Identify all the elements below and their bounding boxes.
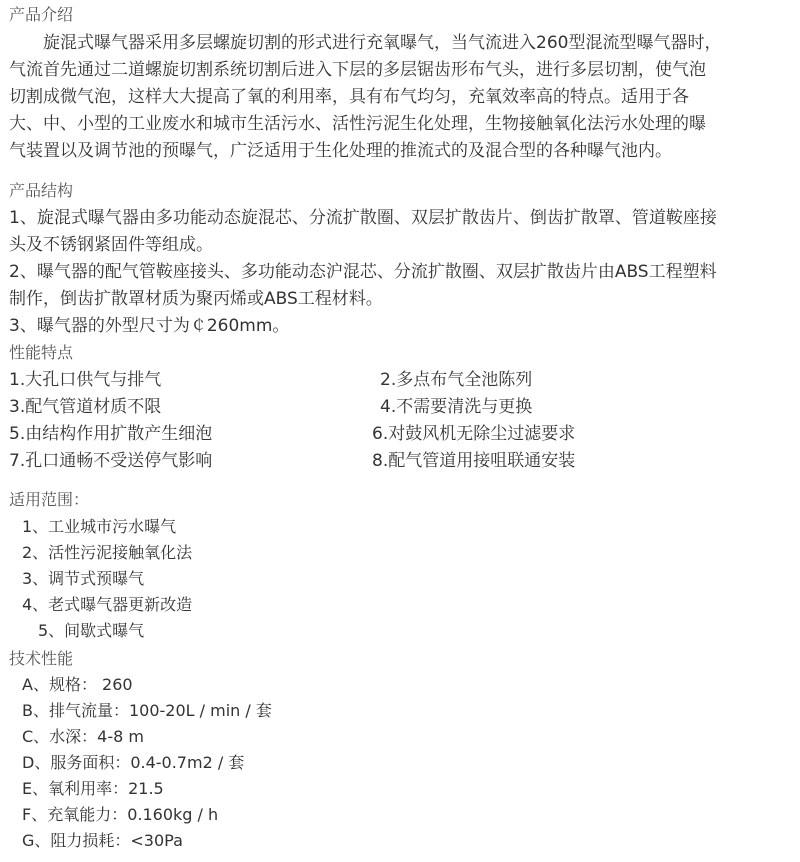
scope-heading: 适用范围： xyxy=(9,490,90,509)
structure-line: 3、曝气器的外型尺寸为￠260mm。 xyxy=(9,316,290,336)
spec-item: E、氧利用率：21.5 xyxy=(22,779,164,798)
structure-heading: 产品结构 xyxy=(9,181,74,200)
feature-item: 6.对鼓风机无除尘过滤要求 xyxy=(372,424,576,444)
scope-item: 5、间歇式曝气 xyxy=(38,621,145,640)
feature-item: 5.由结构作用扩散产生细泡 xyxy=(9,424,213,444)
feature-item: 2.多点布气全池陈列 xyxy=(380,370,533,390)
feature-item: 4.不需要清洗与更换 xyxy=(380,397,533,417)
scope-item: 3、调节式预曝气 xyxy=(22,569,145,588)
intro-line: 旋混式曝气器采用多层螺旋切割的形式进行充氧曝气，当气流进入260型混流型曝气器时， xyxy=(9,33,722,53)
spec-item: D、服务面积：0.4-0.7m2 / 套 xyxy=(22,753,245,772)
intro-line: 气装置以及调节池的预曝气，广泛适用于生化处理的推流式的及混合型的各种曝气池内。 xyxy=(9,141,672,161)
structure-line: 1、旋混式曝气器由多功能动态旋混芯、分流扩散圈、双层扩散齿片、倒齿扩散罩、管道鞍座接 xyxy=(9,208,717,228)
spec-item: G、阻力损耗：<30Pa xyxy=(22,831,183,850)
feature-item: 8.配气管道用接咀联通安装 xyxy=(372,451,576,471)
intro-line: 切割成微气泡，这样大大提高了氧的利用率，具有布气均匀，充氧效率高的特点。适用于各 xyxy=(9,87,689,107)
spec-item: F、充氧能力：0.160kg / h xyxy=(22,805,219,824)
intro-line: 大、中、小型的工业废水和城市生活污水、活性污泥生化处理，生物接触氧化法污水处理的曝 xyxy=(9,114,706,134)
spec-item: A、规格： 260 xyxy=(22,675,133,694)
feature-item: 3.配气管道材质不限 xyxy=(9,397,162,417)
feature-item: 1.大孔口供气与排气 xyxy=(9,370,162,390)
spec-item: C、水深：4-8 m xyxy=(22,727,144,746)
structure-line: 头及不锈钢紧固件等组成。 xyxy=(9,235,213,255)
structure-line: 2、曝气器的配气管鞍座接头、多功能动态沪混芯、分流扩散圈、双层扩散齿片由ABS工程塑料 xyxy=(9,262,717,282)
intro-heading: 产品介绍 xyxy=(9,5,74,24)
features-heading: 性能特点 xyxy=(9,343,74,362)
intro-line: 气流首先通过二道螺旋切割系统切割后进入下层的多层锯齿形布气头，进行多层切割，使气泡 xyxy=(9,60,706,80)
scope-item: 1、工业城市污水曝气 xyxy=(22,517,177,536)
scope-item: 4、老式曝气器更新改造 xyxy=(22,595,193,614)
specs-heading: 技术性能 xyxy=(9,649,74,668)
spec-item: B、排气流量：100-20L / min / 套 xyxy=(22,701,272,720)
feature-item: 7.孔口通畅不受送停气影响 xyxy=(9,451,213,471)
structure-line: 制作，倒齿扩散罩材质为聚丙烯或ABS工程材料。 xyxy=(9,289,383,309)
scope-item: 2、活性污泥接触氧化法 xyxy=(22,543,193,562)
